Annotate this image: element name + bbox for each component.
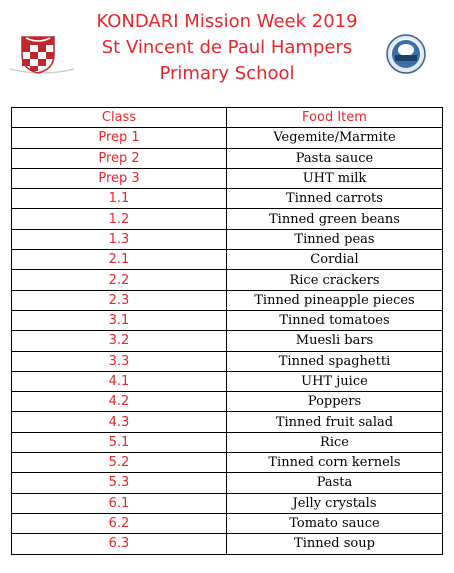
table-row [12,473,443,493]
class-column-header: Class [12,108,227,128]
food-item-cell: Poppers [227,392,443,412]
table-row [12,351,443,371]
food-item-cell: Rice [227,432,443,452]
title-line-1: KONDARI Mission Week 2019 [96,11,358,32]
title-line-3: Primary School [159,63,295,84]
table-row [12,148,443,168]
food-item-cell: Tomato sauce [227,513,443,533]
class-cell: 5.2 [12,453,227,473]
food-item-cell: Tinned pineapple pieces [227,290,443,310]
food-item-cell: Pasta sauce [227,148,443,168]
class-cell: 4.1 [12,371,227,391]
table-row [12,331,443,351]
food-item-cell: Jelly crystals [227,493,443,513]
class-cell: 1.1 [12,189,227,209]
table-row [12,493,443,513]
school-crest-logo [8,33,76,79]
table-row [12,189,443,209]
class-cell: 3.1 [12,310,227,330]
table-row [12,412,443,432]
food-item-cell: Cordial [227,250,443,270]
food-item-column-header: Food Item [227,108,443,128]
food-item-cell: Rice crackers [227,270,443,290]
class-cell: 6.1 [12,493,227,513]
class-cell: 6.3 [12,534,227,554]
table-row [12,392,443,412]
table-row [12,128,443,148]
table-header-row [12,108,443,128]
class-cell: Prep 1 [12,128,227,148]
class-cell: 2.1 [12,250,227,270]
food-item-cell: UHT juice [227,371,443,391]
food-item-cell: Tinned corn kernels [227,453,443,473]
food-item-cell: Tinned spaghetti [227,351,443,371]
food-item-cell: UHT milk [227,168,443,188]
table-row [12,371,443,391]
food-item-cell: Tinned fruit salad [227,412,443,432]
class-cell: 5.1 [12,432,227,452]
table-row [12,513,443,533]
food-item-cell: Tinned tomatoes [227,310,443,330]
class-cell: 4.3 [12,412,227,432]
st-vincent-de-paul-logo [385,33,427,75]
food-item-cell: Tinned carrots [227,189,443,209]
class-cell: Prep 3 [12,168,227,188]
table-row [12,168,443,188]
page-header [0,0,454,100]
food-item-cell: Muesli bars [227,331,443,351]
class-cell: 6.2 [12,513,227,533]
class-cell: 3.3 [12,351,227,371]
table-row [12,270,443,290]
table-row [12,432,443,452]
food-item-table [11,107,443,555]
food-item-cell: Tinned peas [227,229,443,249]
class-cell: Prep 2 [12,148,227,168]
food-item-cell: Tinned soup [227,534,443,554]
food-item-cell: Tinned green beans [227,209,443,229]
class-cell: 2.3 [12,290,227,310]
food-item-cell: Vegemite/Marmite [227,128,443,148]
table-row [12,250,443,270]
table-row [12,310,443,330]
class-cell: 1.2 [12,209,227,229]
class-cell: 2.2 [12,270,227,290]
table-row [12,229,443,249]
table-row [12,209,443,229]
title-line-2: St Vincent de Paul Hampers [101,37,353,58]
table-row [12,290,443,310]
class-cell: 4.2 [12,392,227,412]
class-cell: 3.2 [12,331,227,351]
table-row [12,453,443,473]
class-cell: 1.3 [12,229,227,249]
food-item-cell: Pasta [227,473,443,493]
table-row [12,534,443,554]
class-cell: 5.3 [12,473,227,493]
